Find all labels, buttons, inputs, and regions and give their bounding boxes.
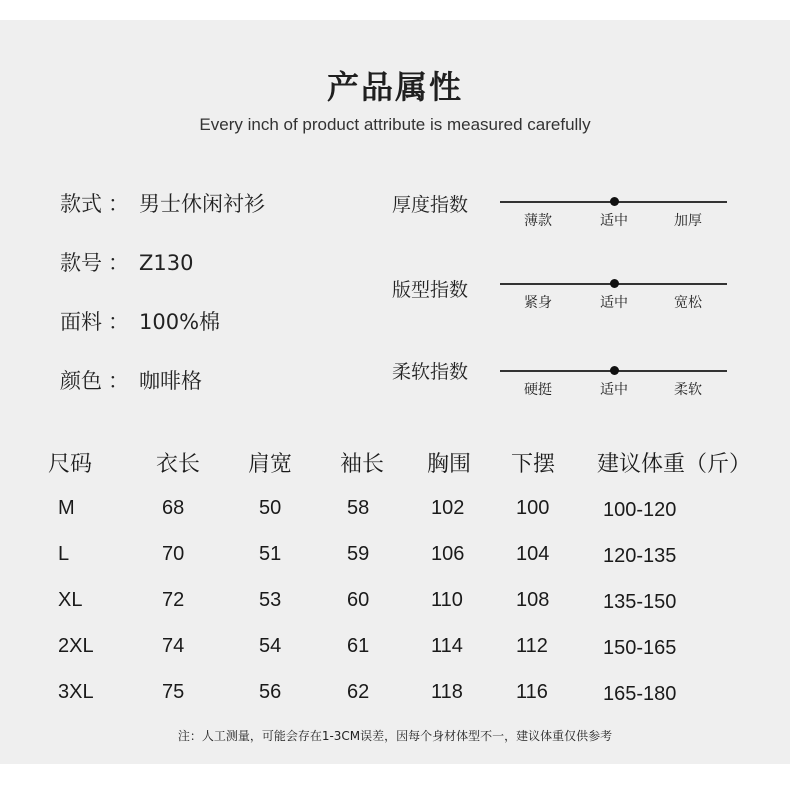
length-col-header: 衣长 [156, 452, 201, 477]
attr-fabric [60, 306, 220, 336]
attr-label: 颜色 [60, 369, 102, 393]
weight-col-header: 建议体重（斤） [597, 452, 752, 477]
table-cell: 2XL [58, 635, 94, 657]
softness-tick-soft: 柔软 [674, 382, 702, 398]
table-cell: 104 [516, 543, 550, 565]
table-cell: 53 [259, 589, 282, 611]
page-title: 产品属性 [326, 68, 463, 106]
thickness-tick-thick: 加厚 [674, 213, 702, 229]
table-cell: 62 [347, 681, 370, 703]
table-cell: 59 [347, 543, 370, 565]
attr-value: 100%棉 [139, 310, 221, 334]
shoulder-col-header: 肩宽 [248, 452, 293, 477]
fit-tick-slim: 紧身 [524, 295, 552, 311]
fit-scale-marker [610, 279, 619, 288]
table-cell: 3XL [58, 681, 94, 703]
table-cell: 56 [259, 681, 282, 703]
table-cell: 116 [516, 681, 548, 703]
attr-separator: ： [108, 310, 129, 334]
attr-separator: ： [108, 192, 129, 216]
table-cell: 120-135 [603, 545, 677, 567]
thickness-index-label: 厚度指数 [392, 194, 469, 216]
table-cell: 112 [516, 635, 548, 657]
hem-col-header: 下摆 [511, 452, 556, 477]
softness-index-label: 柔软指数 [392, 361, 469, 383]
table-cell: M [58, 497, 75, 519]
chest-col-header: 胸围 [427, 452, 472, 477]
softness-scale-marker [610, 366, 619, 375]
attr-label: 款号 [60, 251, 102, 275]
fit-tick-regular: 适中 [600, 295, 628, 311]
attr-value: 男士休闲衬衫 [139, 192, 265, 216]
softness-tick-stiff: 硬挺 [524, 382, 552, 398]
sleeve-col-header: 袖长 [340, 452, 385, 477]
table-cell: 100-120 [603, 499, 677, 521]
table-cell: 102 [431, 497, 465, 519]
fit-tick-loose: 宽松 [674, 295, 702, 311]
attr-separator: ： [108, 251, 129, 275]
thickness-tick-thin: 薄款 [524, 213, 552, 229]
table-cell: 58 [347, 497, 370, 519]
thickness-tick-medium: 适中 [600, 213, 628, 229]
table-cell: 70 [162, 543, 185, 565]
table-cell: 74 [162, 635, 185, 657]
attr-value: 咖啡格 [139, 369, 202, 393]
table-cell: 51 [259, 543, 282, 565]
table-cell: 61 [347, 635, 370, 657]
table-cell: 54 [259, 635, 282, 657]
thickness-scale-marker [610, 197, 619, 206]
table-cell: 100 [516, 497, 550, 519]
fit-index-label: 版型指数 [392, 279, 469, 301]
measurement-note: 注：人工测量，可能会存在1-3CM误差，因每个身材体型不一，建议体重仅供参考 [177, 729, 613, 743]
table-cell: 165-180 [603, 683, 677, 705]
table-cell: 135-150 [603, 591, 677, 613]
table-cell: 50 [259, 497, 282, 519]
table-cell: L [58, 543, 70, 565]
table-cell: 118 [431, 681, 463, 703]
softness-tick-medium: 适中 [600, 382, 628, 398]
table-cell: 60 [347, 589, 370, 611]
table-cell: XL [58, 589, 83, 611]
table-cell: 150-165 [603, 637, 677, 659]
table-cell: 75 [162, 681, 185, 703]
attr-label: 款式 [60, 192, 102, 216]
table-cell: 110 [431, 589, 463, 611]
table-cell: 68 [162, 497, 185, 519]
table-cell: 106 [431, 543, 465, 565]
size-col-header: 尺码 [48, 452, 93, 477]
table-cell: 108 [516, 589, 550, 611]
attr-separator: ： [108, 369, 129, 393]
table-cell: 114 [431, 635, 463, 657]
attr-value: Z130 [139, 251, 194, 275]
attr-style [60, 188, 265, 218]
attr-label: 面料 [60, 310, 102, 334]
attr-style-number [60, 247, 193, 277]
page-subtitle: Every inch of product attribute is measured carefully [199, 115, 591, 134]
table-cell: 72 [162, 589, 185, 611]
attr-color [60, 365, 202, 395]
